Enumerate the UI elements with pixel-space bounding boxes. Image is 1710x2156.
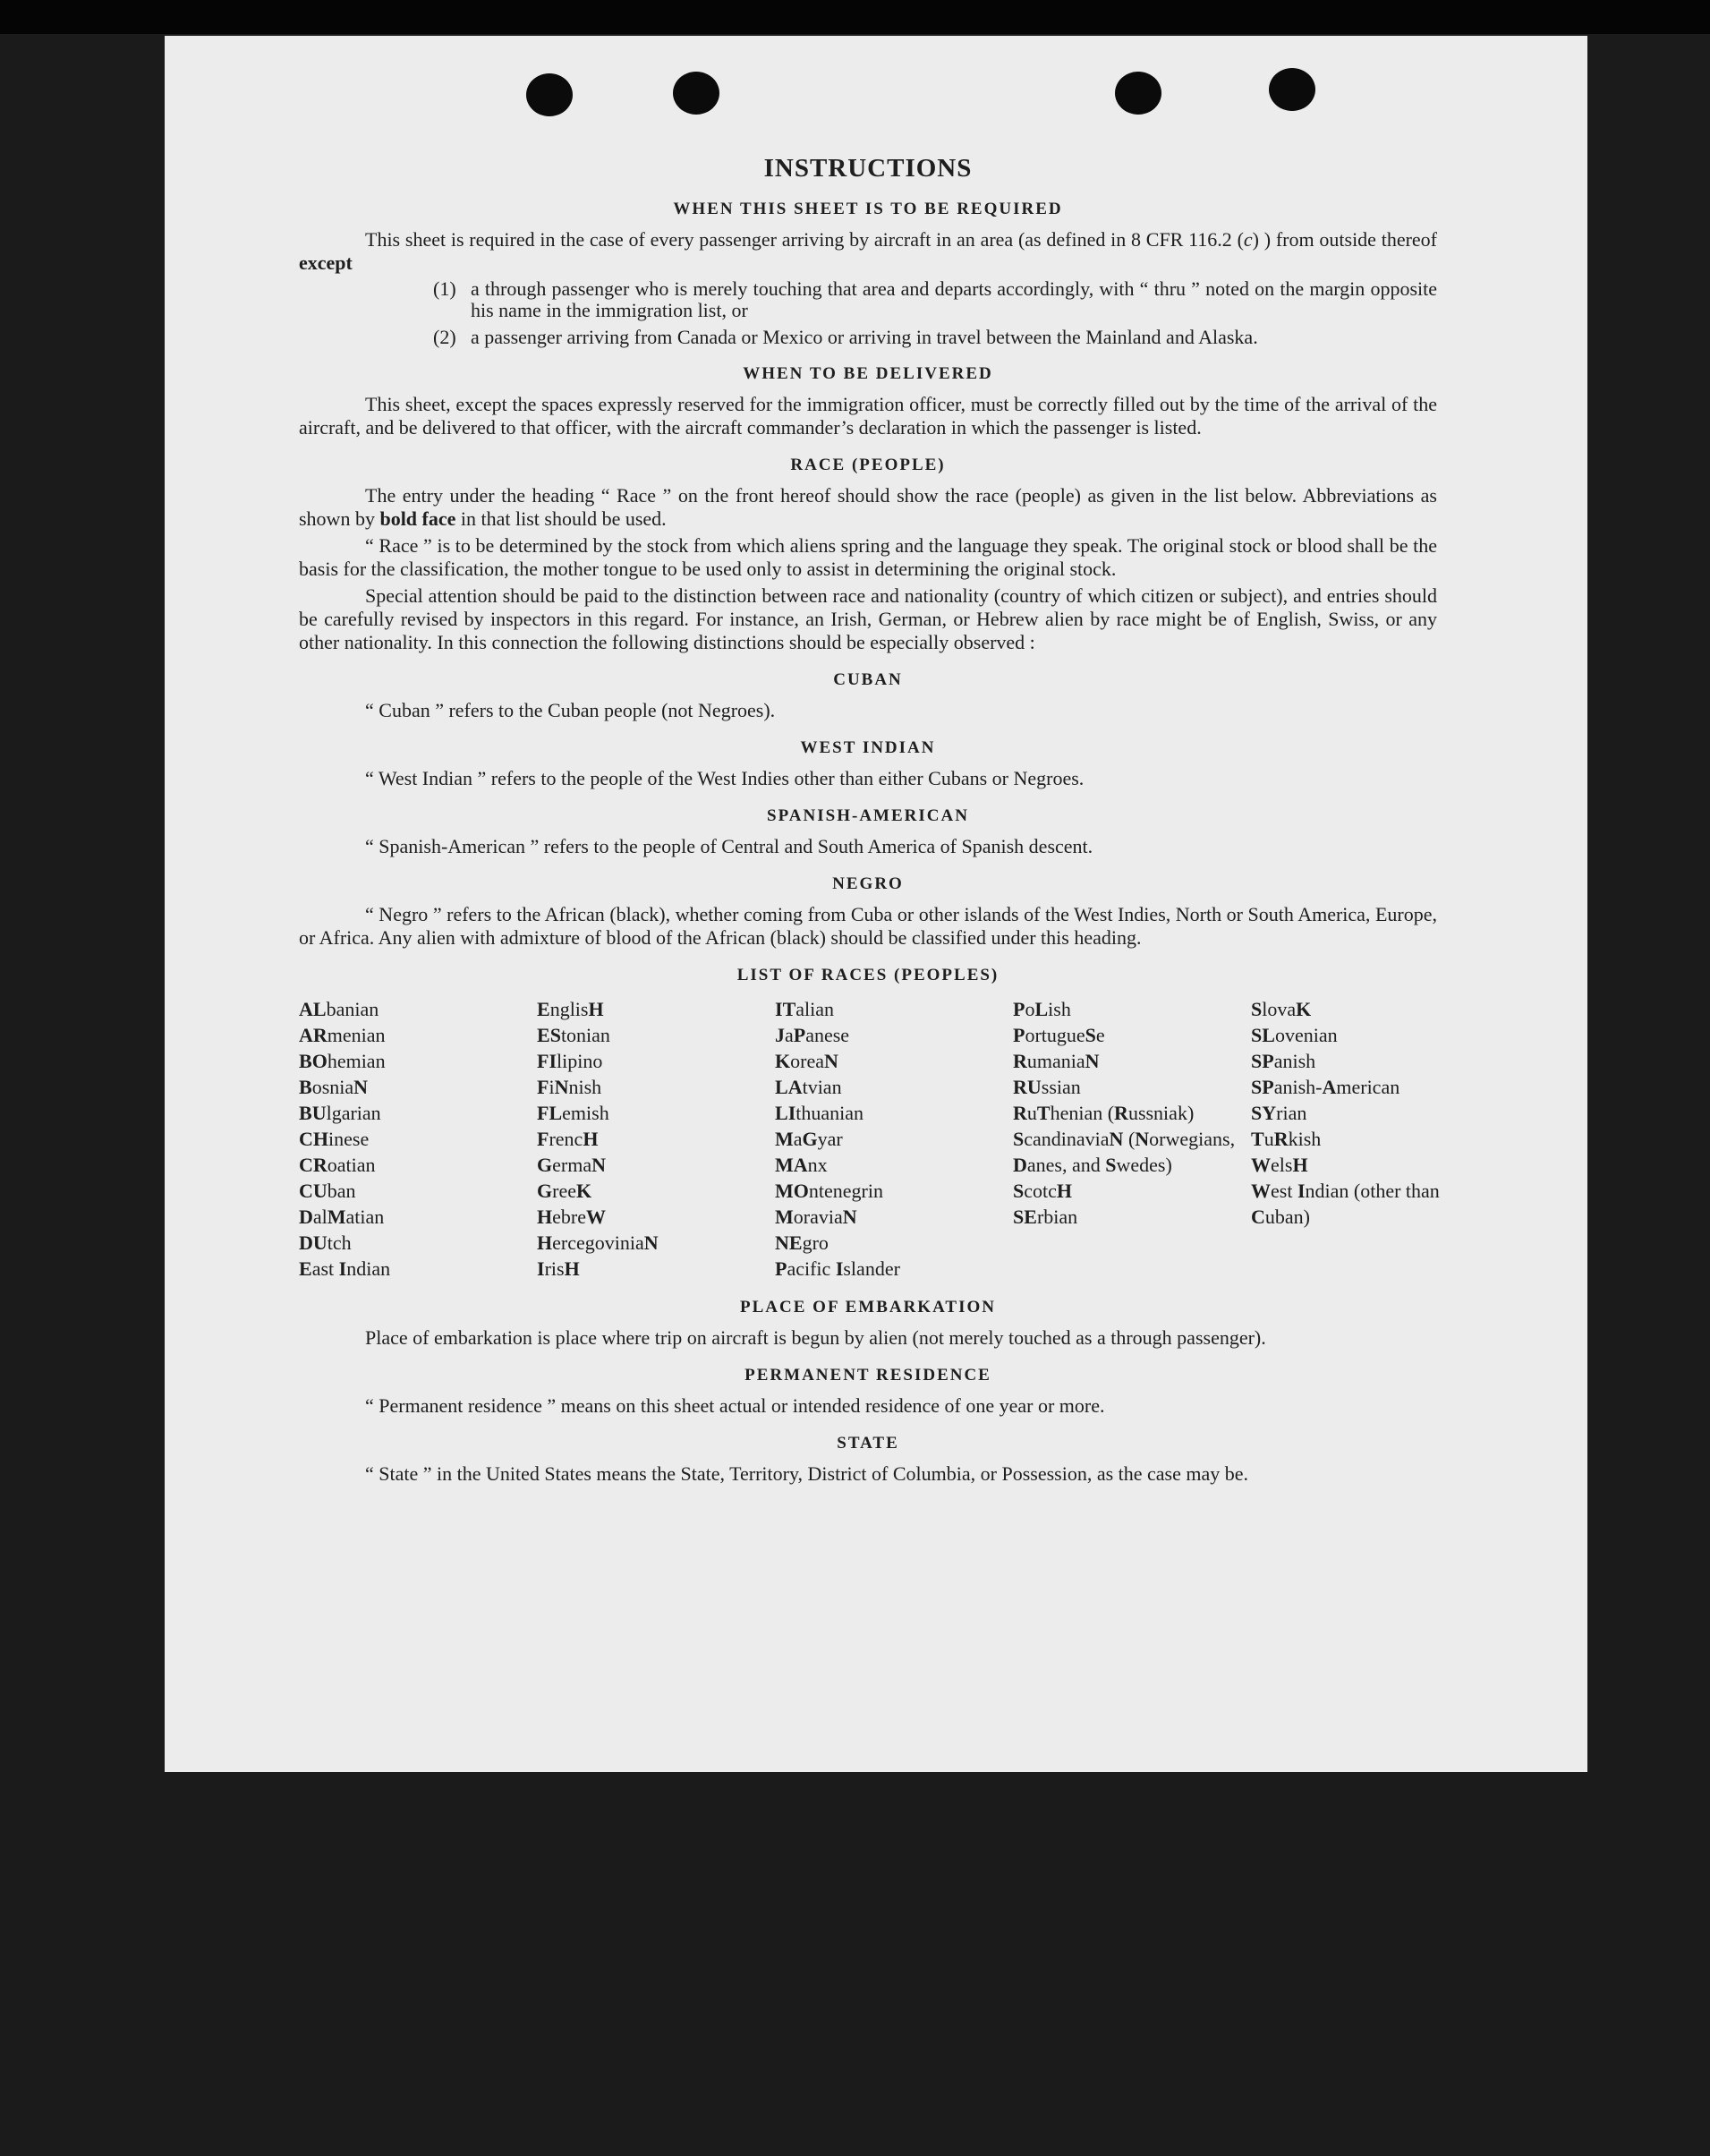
race-item: SlovaK: [1251, 998, 1312, 1020]
race-item: EnglisH: [537, 998, 604, 1020]
heading-required: WHEN THIS SHEET IS TO BE REQUIRED: [673, 200, 1063, 218]
race-item: BUlgarian: [299, 1102, 381, 1124]
race-item: FLemish: [537, 1102, 609, 1124]
race-item: CHinese: [299, 1128, 370, 1150]
race-item: MOntenegrin: [775, 1180, 883, 1202]
race-item: PoLish: [1013, 998, 1071, 1020]
page-title: INSTRUCTIONS: [763, 154, 973, 183]
race-item: SLovenian: [1251, 1024, 1338, 1046]
required-intro: This sheet is required in the case of every passenger arriving by aircraft in an area (as defined in 8 CFR 116.2 (c) ) from outside thereof except: [299, 228, 1438, 274]
race-item: FiNnish: [537, 1076, 602, 1098]
race-item: PortugueSe: [1013, 1024, 1105, 1046]
document-page: [165, 36, 1587, 1772]
heading-spanish-american: SPANISH-AMERICAN: [767, 806, 969, 825]
races-column: [1251, 996, 1489, 1282]
list-item: (1) a through passenger who is merely touching that area and departs accordingly, with “ thru ” noted on the margin opposite his name in the immigration list, or: [433, 277, 1437, 321]
race-item: MAnx: [775, 1154, 828, 1176]
race-item: ScotcH: [1013, 1180, 1073, 1202]
punch-hole: [673, 72, 719, 115]
residence-text: “ Permanent residence ” means on this sheet actual or intended residence of one year or more.: [365, 1394, 1105, 1417]
cuban-text: “ Cuban ” refers to the Cuban people (not Negroes).: [365, 699, 776, 721]
heading-embarkation: PLACE OF EMBARKATION: [740, 1298, 996, 1317]
race-item: FrencH: [537, 1128, 599, 1150]
race-item: TuRkish: [1251, 1128, 1322, 1150]
race-item: JaPanese: [775, 1024, 850, 1046]
race-item: CUban: [299, 1180, 356, 1202]
heading-residence: PERMANENT RESIDENCE: [744, 1366, 991, 1385]
heading-race: RACE (PEOPLE): [790, 456, 946, 474]
race-item: EStonian: [537, 1024, 610, 1046]
list-item: (2) a passenger arriving from Canada or Mexico or arriving in travel between the Mainland and Alaska.: [433, 326, 1258, 348]
race-item: BOhemian: [299, 1050, 386, 1072]
races-column: [537, 996, 775, 1282]
race-item: MoraviaN: [775, 1206, 857, 1228]
scan-border: [0, 0, 1710, 34]
race-item: DalMatian: [299, 1206, 385, 1228]
race-item: HercegoviniaN: [537, 1231, 659, 1254]
races-column: [775, 996, 1013, 1282]
race-item: MaGyar: [775, 1128, 843, 1150]
race-item: ALbanian: [299, 998, 379, 1020]
instructions-content: [299, 154, 1445, 1489]
race-item: RumaniaN: [1013, 1050, 1100, 1072]
race-para-1: The entry under the heading “ Race ” on the front hereof should show the race (people) as given in the list below. Abbreviations as shown by bold face in that list should be used.: [299, 484, 1437, 530]
punch-hole: [526, 73, 573, 116]
race-item: Pacific Islander: [775, 1257, 900, 1280]
races-list: [299, 996, 1445, 1282]
race-item: SYrian: [1251, 1102, 1307, 1124]
spanish-american-text: “ Spanish-American ” refers to the people of Central and South America of Spanish descent.: [365, 835, 1093, 857]
west-indian-text: “ West Indian ” refers to the people of the West Indies other than either Cubans or Negroes.: [365, 767, 1085, 789]
heading-west-indian: WEST INDIAN: [800, 738, 936, 757]
race-item: NEgro: [775, 1231, 829, 1254]
heading-cuban: CUBAN: [833, 670, 903, 689]
race-item: HebreW: [537, 1206, 606, 1228]
heading-state: STATE: [837, 1434, 899, 1453]
heading-negro: NEGRO: [832, 874, 904, 893]
race-item: SPanish: [1251, 1050, 1316, 1072]
heading-delivered: WHEN TO BE DELIVERED: [743, 364, 993, 383]
race-item: RUssian: [1013, 1076, 1081, 1098]
race-para-3: Special attention should be paid to the distinction between race and nationality (country of which citizen or subject), and entries should be carefully revised by inspectors in this regard. For instance, an Irish, German, or Hebrew alien by race might be of English, Swiss, or any other nationality. In this connection the following distinctions should be especially observed :: [299, 584, 1437, 653]
race-item: RuThenian (Russniak): [1013, 1102, 1195, 1124]
punch-hole: [1269, 68, 1315, 111]
race-item: KoreaN: [775, 1050, 838, 1072]
negro-text: “ Negro ” refers to the African (black), whether coming from Cuba or other islands of the West Indies, North or South America, Europe, or Africa. Any alien with admixture of blood of the African (black) should be classified under this heading.: [299, 903, 1437, 949]
races-column: [1013, 996, 1251, 1282]
races-column: [299, 996, 537, 1282]
race-item: ScandinaviaN (Norwegians, Danes, and Swedes): [1013, 1128, 1240, 1176]
race-item: BosniaN: [299, 1076, 369, 1098]
race-item: IrisH: [537, 1257, 580, 1280]
race-item: FIlipino: [537, 1050, 603, 1072]
race-item: LIthuanian: [775, 1102, 864, 1124]
race-item: GreeK: [537, 1180, 592, 1202]
race-item: ITalian: [775, 998, 835, 1020]
race-para-2: “ Race ” is to be determined by the stock from which aliens spring and the language they speak. The original stock or blood shall be the basis for the classification, the mother tongue to be used only to assist in determining the original stock.: [299, 534, 1437, 580]
race-item: CRoatian: [299, 1154, 376, 1176]
state-text: “ State ” in the United States means the State, Territory, District of Columbia, or Possession, as the case may be.: [365, 1462, 1249, 1485]
delivered-text: This sheet, except the spaces expressly reserved for the immigration officer, must be correctly filled out by the time of the arrival of the aircraft, and be delivered to that officer, with the aircraft commander’s declaration in which the passenger is listed.: [299, 393, 1437, 439]
race-item: DUtch: [299, 1231, 352, 1254]
race-item: SPanish-American: [1251, 1076, 1400, 1098]
race-item: WelsH: [1251, 1154, 1308, 1176]
race-item: East Indian: [299, 1257, 391, 1280]
heading-races-list: LIST OF RACES (PEOPLES): [736, 966, 1000, 984]
race-item: GermaN: [537, 1154, 606, 1176]
race-item: West Indian (other than Cuban): [1251, 1180, 1445, 1228]
race-item: ARmenian: [299, 1024, 386, 1046]
race-item: LAtvian: [775, 1076, 842, 1098]
punch-hole: [1115, 72, 1161, 115]
embarkation-text: Place of embarkation is place where trip on aircraft is begun by alien (not merely touched as a through passenger).: [365, 1326, 1266, 1349]
race-item: SErbian: [1013, 1206, 1078, 1228]
